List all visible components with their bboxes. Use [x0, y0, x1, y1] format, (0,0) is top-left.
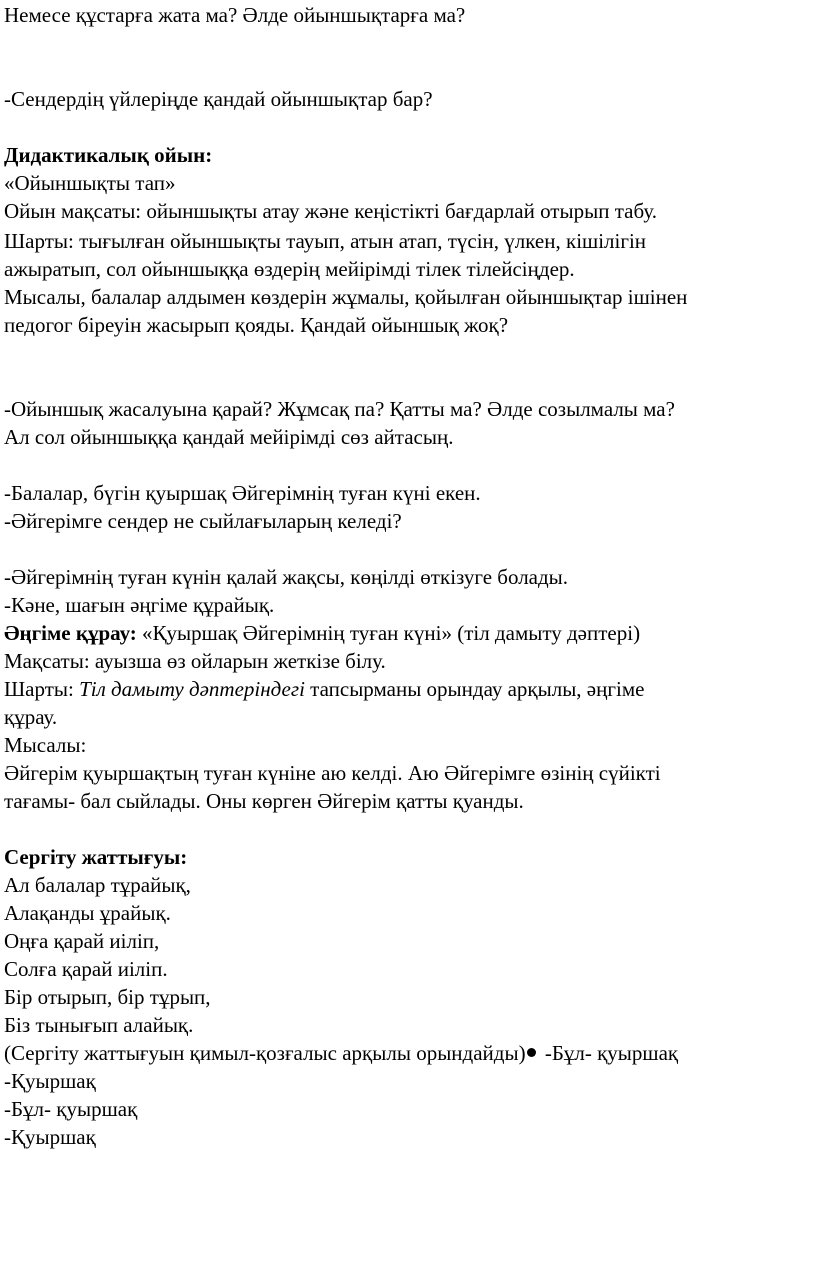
text-span: (Сергіту жаттығуын қимыл-қозғалыс арқылы орындайды) [4, 1041, 526, 1065]
text-line: Әйгерім қуыршақтың туған күніне аю келді. Аю Әйгерімге өзінің сүйікті [4, 761, 661, 785]
poem-line: Оңға қарай иіліп, [4, 929, 160, 953]
text-line [4, 620, 640, 646]
text-span: -Бұл- қуыршақ [539, 1041, 679, 1065]
text-span: «Қуыршақ Әйгерімнің туған күні» (тіл дамыту дәптері) [136, 621, 641, 645]
text-line: -Әйгерімге сендер не сыйлағыларың келеді? [4, 509, 402, 533]
poem-line: Ал балалар тұрайық, [4, 873, 191, 897]
section-heading-exercise: Сергіту жаттығуы: [4, 845, 188, 869]
text-line: Мысалы: [4, 733, 87, 757]
text-line: педогог біреуін жасырып қояды. Қандай ойыншық жоқ? [4, 313, 509, 337]
poem-line: Бір отырып, бір тұрып, [4, 985, 211, 1009]
italic-text-span: Тіл дамыту дәптеріндегі [79, 677, 305, 701]
game-title: «Ойыншықты тап» [4, 171, 176, 195]
section-heading-didactic-game: Дидактикалық ойын: [4, 143, 213, 167]
text-line: Немесе құстарға жата ма? Әлде ойыншықтарға ма? [4, 3, 466, 27]
text-span: тапсырманы орындау арқылы, әңгіме [304, 677, 645, 701]
poem-line: Біз тынығып алайық. [4, 1013, 194, 1037]
text-line: -Қуыршақ [4, 1125, 96, 1149]
text-line: Мысалы, балалар алдымен көздерін жұмалы, қойылған ойыншықтар ішінен [4, 285, 688, 309]
text-span: Шарты: [4, 677, 80, 701]
text-line: Шарты: тығылған ойыншықты тауып, атын атап, түсін, үлкен, кішілігін [4, 229, 647, 253]
poem-line: Солға қарай иіліп. [4, 957, 168, 981]
text-line: -Балалар, бүгін қуыршақ Әйгерімнің туған күні екен. [4, 481, 481, 505]
poem-line: Алақанды ұрайық. [4, 901, 171, 925]
text-line: құрау. [4, 705, 58, 729]
text-line: -Ойыншық жасалуына қарай? Жұмсақ па? Қатты ма? Әлде созылмалы ма? [4, 397, 675, 421]
text-line: -Бұл- қуыршақ [4, 1097, 138, 1121]
text-line [4, 1040, 678, 1066]
text-line: -Қуыршақ [4, 1069, 96, 1093]
text-line: Ойын мақсаты: ойыншықты атау және кеңістікті бағдарлай отырып табу. [4, 199, 657, 223]
text-line: тағамы- бал сыйлады. Оны көрген Әйгерім қатты қуанды. [4, 789, 524, 813]
bullet-icon [527, 1048, 536, 1057]
section-heading-story: Әңгіме құрау: [4, 621, 137, 645]
text-line: ажыратып, сол ойыншыққа өздерің мейірімді тілек тілейсіңдер. [4, 257, 575, 281]
text-line [4, 676, 644, 702]
text-line: -Сендердің үйлеріңде қандай ойыншықтар бар? [4, 87, 433, 111]
text-line: Мақсаты: ауызша өз ойларын жеткізе білу. [4, 649, 386, 673]
text-line: -Кәне, шағын әңгіме құрайық. [4, 593, 275, 617]
text-line: -Әйгерімнің туған күнін қалай жақсы, көңілді өткізуге болады. [4, 565, 569, 589]
text-line: Ал сол ойыншыққа қандай мейірімді сөз айтасың. [4, 425, 454, 449]
